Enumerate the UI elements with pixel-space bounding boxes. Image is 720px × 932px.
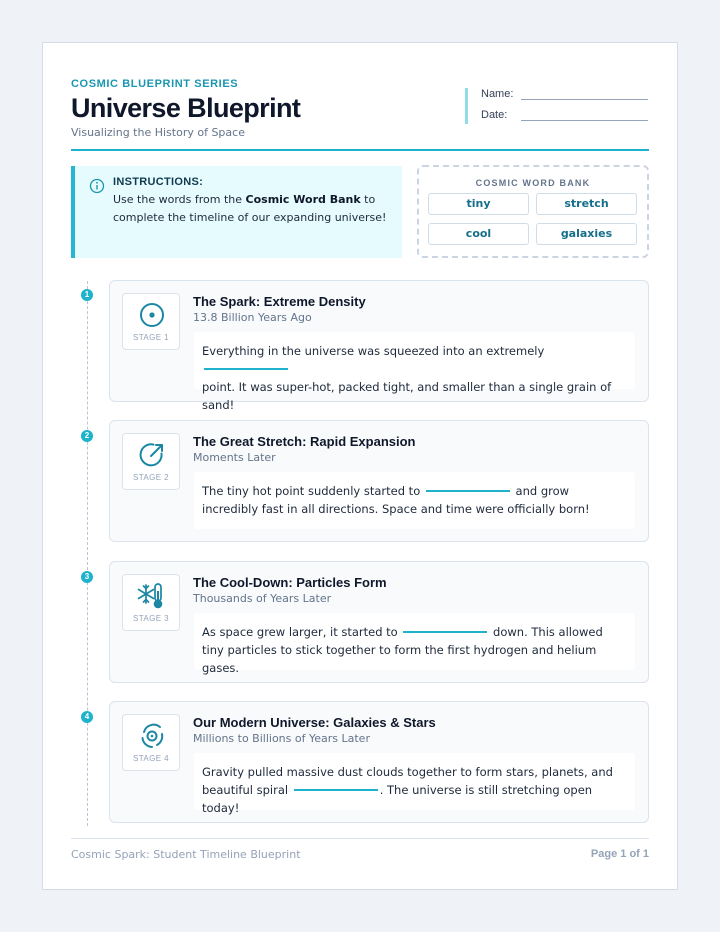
stage-time: 13.8 Billion Years Ago [193, 311, 312, 324]
stage-sentence [194, 332, 635, 412]
instructions-box [71, 166, 402, 258]
info-icon [89, 178, 105, 194]
sentence-end: point. It was super-hot, packed tight, and smaller than a single grain of sand! [202, 380, 612, 412]
sentence-start: As space grew larger, it started to [202, 625, 398, 639]
word-bank-title: COSMIC WORD BANK [475, 178, 591, 188]
sentence-start: The tiny hot point suddenly started to [202, 484, 421, 498]
fill-in-blank[interactable] [204, 368, 288, 370]
stage-sentence [194, 613, 635, 675]
timeline-marker-2: 2 [81, 430, 93, 442]
date-row [481, 109, 648, 121]
stage-title: The Great Stretch: Rapid Expansion [193, 434, 416, 449]
student-info-box [465, 88, 650, 124]
fill-in-blank[interactable] [294, 789, 378, 791]
stage-badge [122, 574, 180, 631]
stage-badge [122, 433, 180, 490]
stage-sentence [194, 472, 635, 529]
page-subtitle: Visualizing the History of Space [71, 126, 245, 139]
stage-time: Millions to Billions of Years Later [193, 732, 370, 745]
date-label: Date: [481, 109, 508, 121]
sentence-start: Gravity pulled massive dust clouds together to form stars, planets, and beautiful spiral [202, 765, 613, 797]
page-number: Page 1 of 1 [590, 848, 649, 860]
word-chip-galaxies[interactable]: galaxies [536, 223, 637, 245]
date-field[interactable] [521, 109, 648, 121]
sentence-end: down. This allowed tiny particles to stick together to form the first hydrogen and helium gases. [202, 625, 603, 675]
series-label: COSMIC BLUEPRINT SERIES [71, 78, 239, 90]
word-bank [417, 165, 649, 258]
stage-sentence [194, 753, 635, 815]
header-divider [71, 149, 649, 151]
stage-card-1 [109, 280, 649, 412]
name-field[interactable] [521, 88, 648, 100]
word-chip-stretch[interactable]: stretch [536, 193, 637, 215]
timeline-marker-3: 3 [81, 571, 93, 583]
stage-card-2 [109, 420, 649, 542]
timeline-marker-4: 4 [81, 711, 93, 723]
expand-arrow-icon [137, 440, 167, 470]
name-label: Name: [481, 88, 514, 100]
stage-badge [122, 293, 180, 350]
footer-caption: Cosmic Spark: Student Timeline Blueprint [71, 848, 301, 861]
stage-time: Moments Later [193, 451, 276, 464]
stage-label: STAGE 3 [133, 614, 169, 623]
stage-card-3 [109, 561, 649, 683]
galaxy-orbit-icon [137, 721, 167, 751]
footer-divider [71, 838, 649, 839]
fill-in-blank[interactable] [403, 631, 487, 633]
stage-badge [122, 714, 180, 771]
stage-title: The Cool-Down: Particles Form [193, 575, 387, 590]
stage-title: The Spark: Extreme Density [193, 294, 366, 309]
instructions-word-bank-ref: Cosmic Word Bank [245, 193, 361, 206]
stage-time: Thousands of Years Later [193, 592, 332, 605]
timeline-line [87, 281, 88, 826]
timeline-marker-1: 1 [81, 289, 93, 301]
stage-label: STAGE 4 [133, 754, 169, 763]
word-chip-cool[interactable]: cool [428, 223, 529, 245]
sentence-end: and grow incredibly fast in all directions. Space and time were officially born! [202, 484, 590, 516]
sentence-start: Everything in the universe was squeezed into an extremely [202, 344, 545, 358]
instructions-text-start: Use the words from the [113, 193, 246, 206]
instructions-heading: INSTRUCTIONS: [113, 176, 204, 188]
fill-in-blank[interactable] [426, 490, 510, 492]
stage-card-4 [109, 701, 649, 823]
snowflake-thermometer-icon [137, 581, 167, 611]
instructions-text [113, 191, 393, 227]
stage-label: STAGE 2 [133, 473, 169, 482]
name-row [481, 88, 648, 100]
instructions-text-end: to complete the timeline of our expanding universe! [113, 193, 387, 224]
worksheet-page [42, 42, 678, 890]
stage-title: Our Modern Universe: Galaxies & Stars [193, 715, 436, 730]
page-title: Universe Blueprint [71, 93, 301, 123]
stage-label: STAGE 1 [133, 333, 169, 342]
word-chip-tiny[interactable]: tiny [428, 193, 529, 215]
sentence-end: . The universe is still stretching open today! [202, 783, 593, 815]
target-dot-icon [137, 300, 167, 330]
